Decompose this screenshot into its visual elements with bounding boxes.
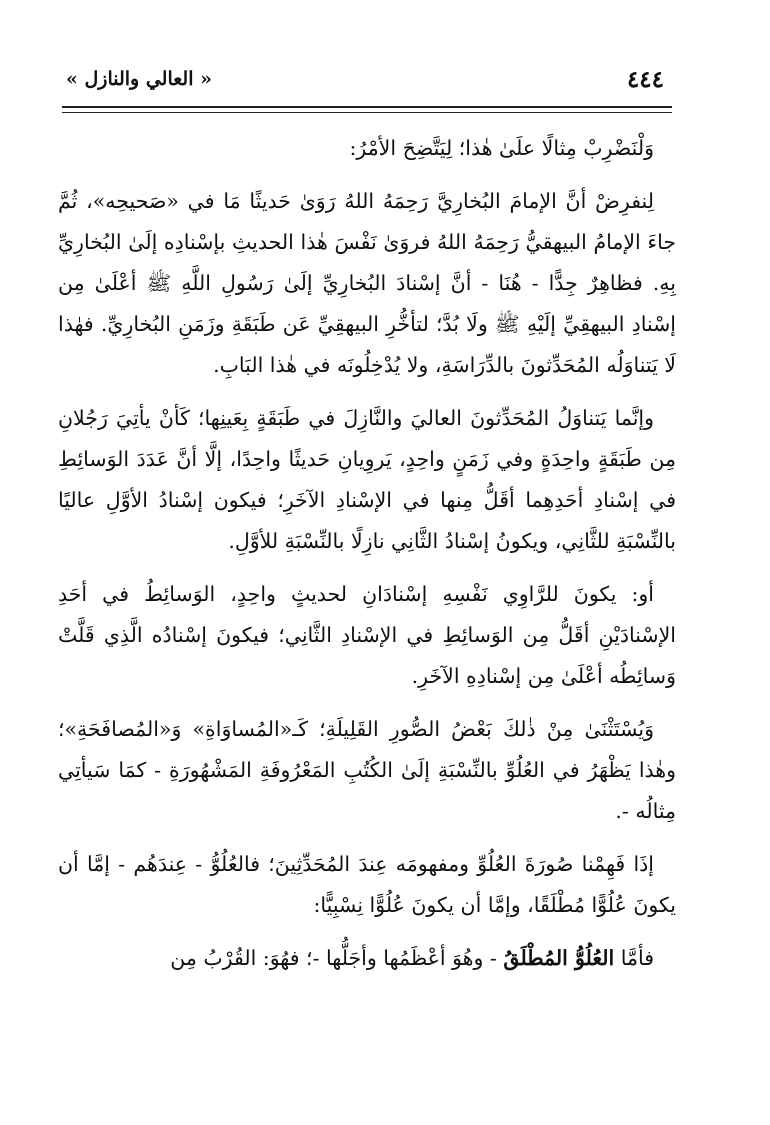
paragraph-same-generation: وإنَّما يَتناوَلُ المُحَدِّثونَ العاليَ والنَّازِلَ في طَبَقَةٍ بِعَينِها؛ كَأنْ يأتِيَ رَجُلانِ مِن طَبَقَةٍ واحِدَةٍ وفي زَمَنٍ واحِدٍ، يَروِيانِ حَديثًا واحِدًا، إلَّا أنَّ عَدَدَ الوَسائِطِ في إسْنادِ أحَدِهِما أقَلُّ مِنها في الإسْنادِ الآخَرِ؛ فيكون إسْنادُ الأوَّلِ عاليًا بالنِّسْبَةِ للثَّانِي، ويكونُ إسْنادُ الثَّانِي نازِلًا بالنِّسْبَةِ للأوَّلِ. (58, 406, 676, 553)
paragraph-two-chains: أو: يكونَ للرَّاوِي نَفْسِهِ إسْنادَانِ لحديثٍ واحِدٍ، الوَسائِطُ في أحَدِ الإسْنادَيْنِ أقَلُّ مِن الوَسائِطِ في الإسْنادِ الثَّانِي؛ فيكونَ إسْنادُه الَّذِي قَلَّتْ وَسائِطُه أعْلَىٰ مِن إسْنادِهِ الآخَرِ. (58, 582, 676, 688)
paragraph-suffix: - وهُوَ أعْظَمُها وأجَلُّها -؛ فهُوَ: القُرْبُ مِن (170, 946, 504, 970)
paragraph-example: لِنفرِضْ أنَّ الإمامَ البُخارِيَّ رَحِمَهُ اللهُ رَوَىٰ حَديثًا مَا في «صَحيحِه»، ثُمَّ جاءَ الإمامُ البيهقيُّ رَحِمَهُ اللهُ فروَىٰ نَفْسَ هٰذا الحديثِ بإسْنادِه إلَىٰ البُخارِيِّ بِهِ. فظاهِرٌ جِدًّا - هُنَا - أنَّ إسْنادَ البُخارِيِّ إلَىٰ رَسُولِ اللَّهِ ﷺ أعْلَىٰ مِن إسْنادِ البيهقِيِّ إلَيْهِ ﷺ ولَا بُدَّ؛ لتأخُّرِ البيهقِيِّ عَن طَبَقَةِ وزَمَنِ البُخارِيِّ. فهٰذا لَا يَتناوَلُه المُحَدِّثونَ بالدِّرَاسَةِ، ولا يُدْخِلُونَه في هٰذا البَابِ. (58, 189, 676, 377)
paragraph-intro: وَلْنَضْرِبْ مِثالًا علَىٰ هٰذا؛ لِيَتَّضِحَ الأمْرُ: (349, 136, 654, 160)
bold-term: العُلُوُّ المُطْلَقُ (503, 946, 615, 970)
paragraph-definition: إذَا فَهِمْنا صُورَةَ العُلُوِّ ومفهومَه عِندَ المُحَدِّثِينَ؛ فالعُلُوُّ - عِندَهُم - إمَّا أن يكونَ عُلُوًّا مُطْلَقًا، وإمَّا أن يكونَ عُلُوًّا نِسْبِيًّا: (58, 852, 676, 917)
page-header (62, 64, 670, 100)
page-number: ٤٤٤ (626, 66, 664, 93)
paragraph-absolute-elevation (58, 938, 676, 979)
header-rule-thick (62, 106, 672, 108)
paragraph-exceptions: وَيُسْتَثْنَىٰ مِنْ ذٰلكَ بَعْضُ الصُّورِ القَلِيلَةِ؛ كَـ«المُساوَاةِ» وَ«المُصافَحَةِ»؛ وهٰذا يَظْهَرُ في العُلُوِّ بالنِّسْبَةِ إلَىٰ الكُتُبِ المَعْرُوفَةِ المَشْهُورَةِ - كمَا سَيأتِي مِثالُه -. (58, 717, 676, 823)
paragraph-prefix: فأمَّا (614, 946, 654, 970)
running-title: « العالي والنازل » (66, 68, 212, 90)
body-text (58, 128, 676, 991)
header-rule-thin (62, 112, 672, 113)
